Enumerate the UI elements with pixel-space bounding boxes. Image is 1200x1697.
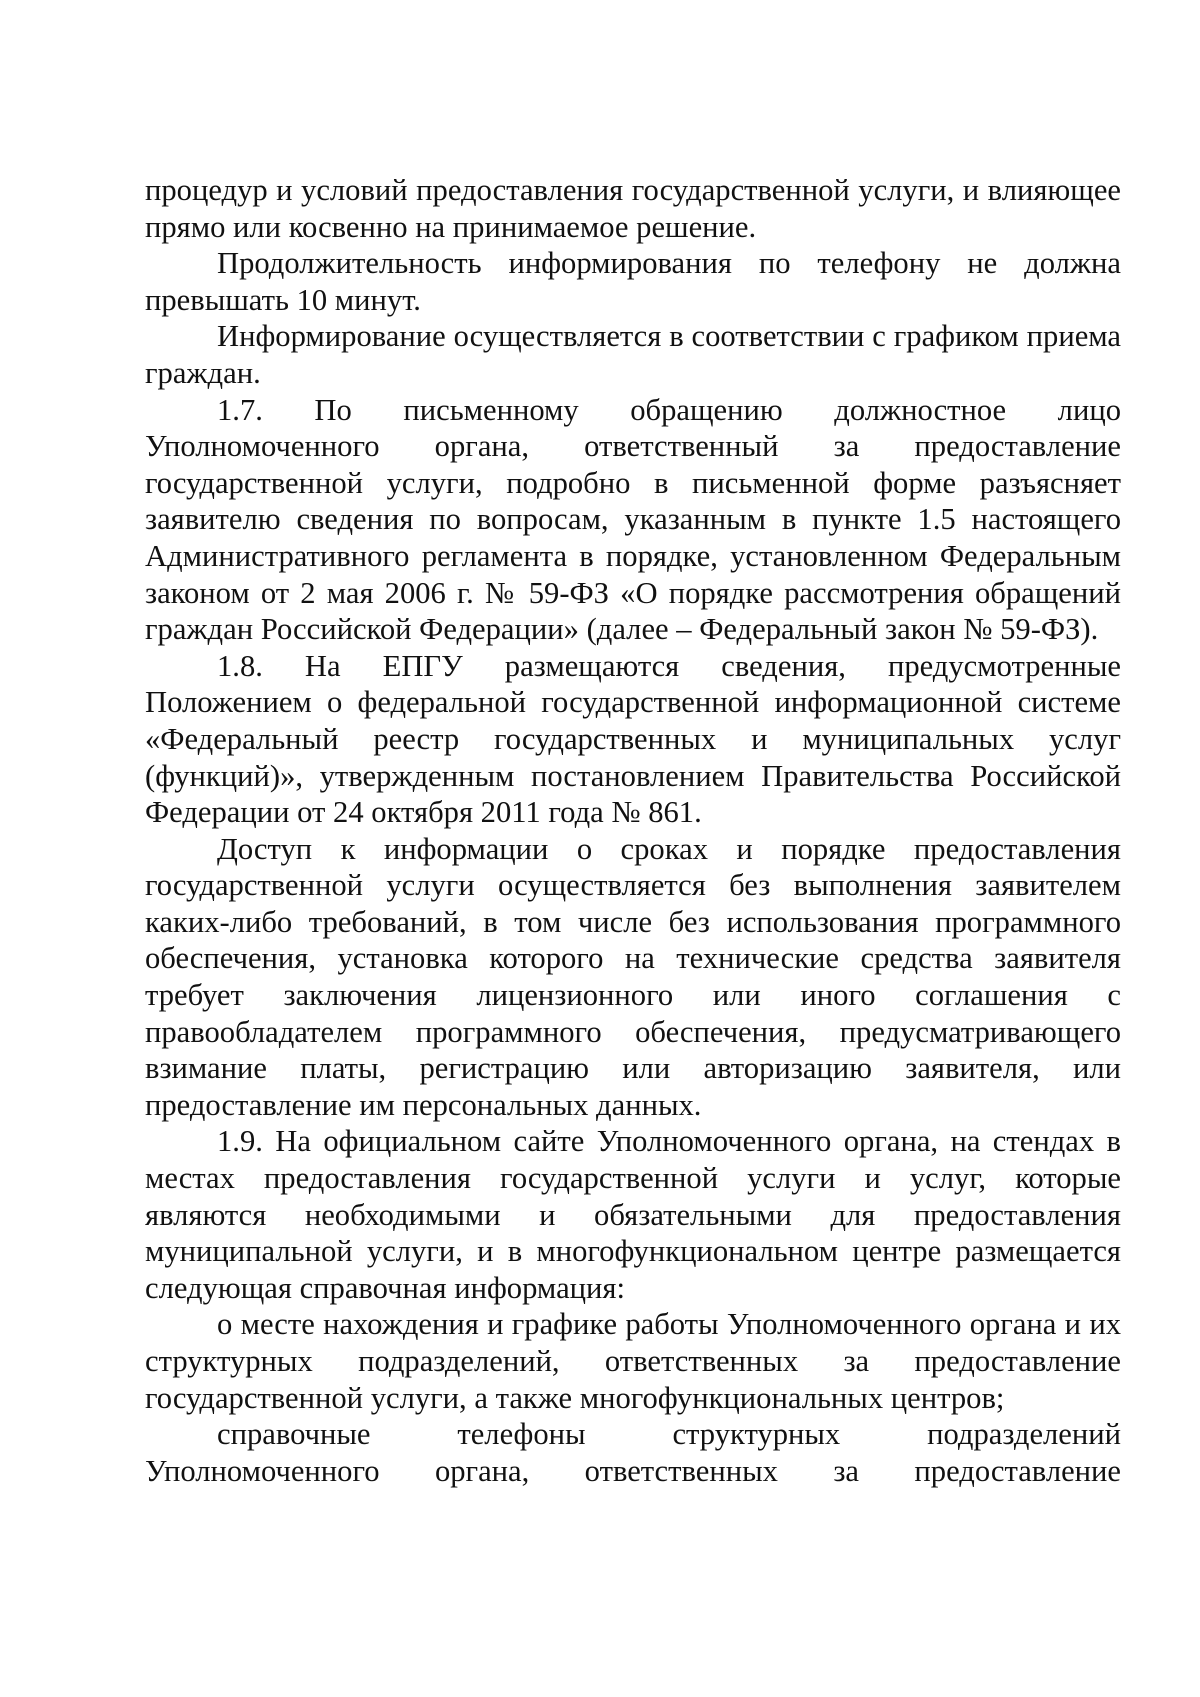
paragraph-1-9: 1.9. На официальном сайте Уполномоченного органа, на стендах в местах предоставления государственной услуги и услуг, которые являются необходимыми и обязательными для предоставления муниципальной услуги, и в многофункциональном центре размещается следующая справочная информация:	[145, 1124, 1121, 1305]
paragraph-1-8: 1.8. На ЕПГУ размещаются сведения, предусмотренные Положением о федеральной государственной информационной системе «Федеральный реестр государственных и муниципальных услуг (функций)», утвержденным постановлением Правительства Российской Федерации от 24 октября 2011 года № 861.	[145, 648, 1121, 830]
paragraph-1: процедур и условий предоставления государственной услуги, и влияющее прямо или косвенно на принимаемое решение.	[145, 173, 1121, 244]
paragraph-3: Информирование осуществляется в соответствии с графиком приема граждан.	[145, 319, 1121, 390]
paragraph-2: Продолжительность информирования по телефону не должна превышать 10 минут.	[145, 246, 1121, 317]
document-page	[145, 172, 1121, 1489]
paragraph-access: Доступ к информации о сроках и порядке предоставления государственной услуги осуществляется без выполнения заявителем каких-либо требований, в том числе без использования программного обеспечения, установка которого на технические средства заявителя требует заключения лицензионного или иного соглашения с правообладателем программного обеспечения, предусматривающего взимание платы, регистрацию или авторизацию заявителя, или предоставление им персональных данных.	[145, 831, 1121, 1122]
paragraph-location: о месте нахождения и графике работы Уполномоченного органа и их структурных подразделений, ответственных за предоставление государственной услуги, а также многофункциональных центров;	[145, 1307, 1121, 1415]
paragraph-1-7: 1.7. По письменному обращению должностное лицо Уполномоченного органа, ответственный за предоставление государственной услуги, подробно в письменной форме разъясняет заявителю сведения по вопросам, указанным в пункте 1.5 настоящего Административного регламента в порядке, установленном Федеральным законом от 2 мая 2006 г. № 59-ФЗ «О порядке рассмотрения обращений граждан Российской Федерации» (далее – Федеральный закон № 59-ФЗ).	[145, 392, 1121, 647]
paragraph-phones: справочные телефоны структурных подразделений Уполномоченного органа, ответственных за предоставление	[145, 1417, 1121, 1488]
